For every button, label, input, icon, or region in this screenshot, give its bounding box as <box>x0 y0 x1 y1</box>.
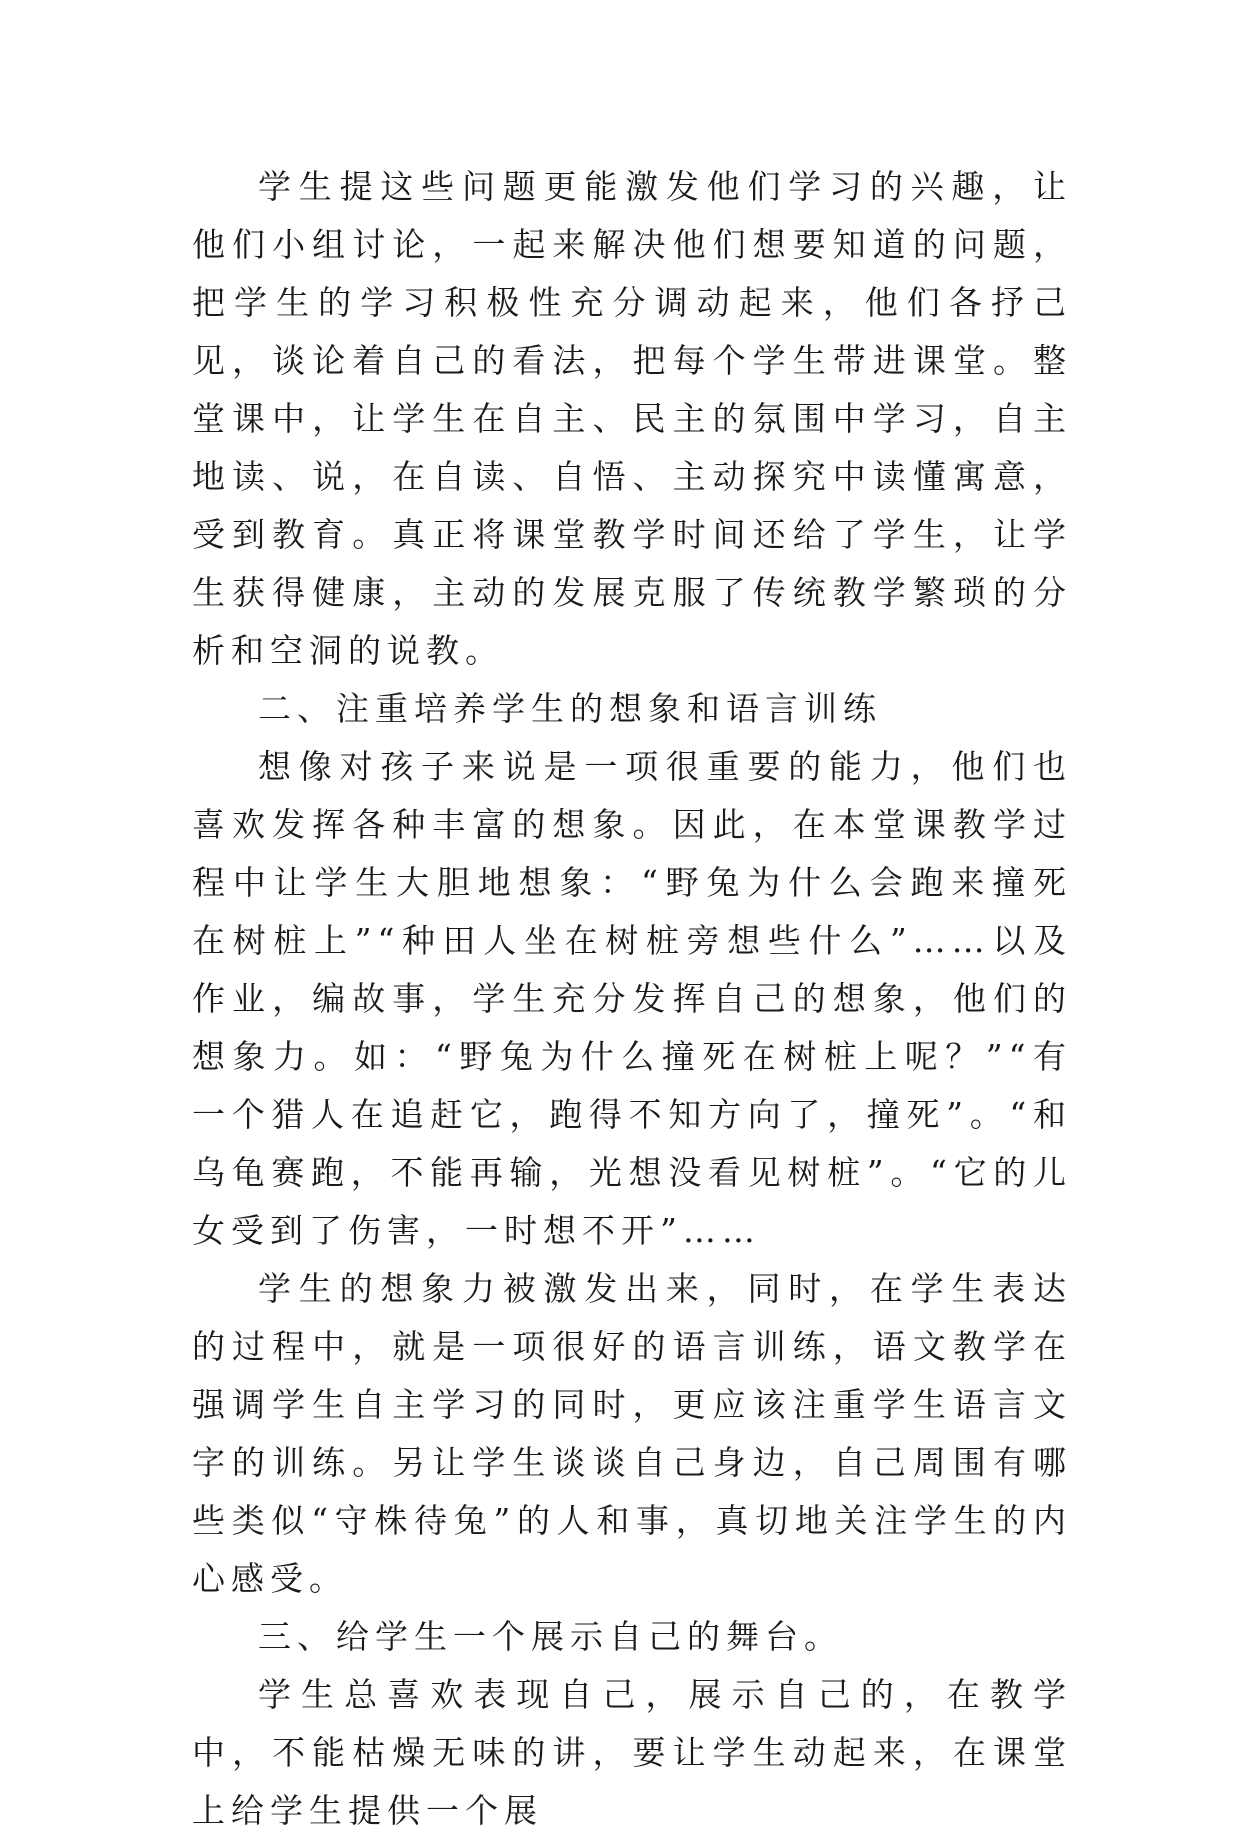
document-body <box>192 158 1072 1840</box>
section-heading-3: 三、给学生一个展示自己的舞台。 <box>258 1617 843 1656</box>
section-heading-2: 二、注重培养学生的想象和语言训练 <box>258 689 882 728</box>
paragraph-3: 学生的想象力被激发出来，同时，在学生表达的过程中，就是一项很好的语言训练，语文教学在强调学生自主学习的同时，更应该注重学生语言文字的训练。另让学生谈谈自己身边，自己周围有哪些类似“守株待兔”的人和事，真切地关注学生的内心感受。 <box>192 1269 1072 1598</box>
paragraph-4: 学生总喜欢表现自己，展示自己的，在教学中，不能枯燥无味的讲，要让学生动起来，在课堂上给学生提供一个展 <box>192 1675 1072 1830</box>
paragraph-2: 想像对孩子来说是一项很重要的能力，他们也喜欢发挥各种丰富的想象。因此，在本堂课教学过程中让学生大胆地想象：“野兔为什么会跑来撞死在树桩上”“种田人坐在树桩旁想些什么”……以及作业，编故事，学生充分发挥自己的想象，他们的想象力。如：“野兔为什么撞死在树桩上呢？”“有一个猎人在追赶它，跑得不知方向了，撞死”。“和乌龟赛跑，不能再输，光想没看见树桩”。“它的儿女受到了伤害，一时想不开”…… <box>192 747 1072 1250</box>
paragraph-1: 学生提这些问题更能激发他们学习的兴趣，让他们小组讨论，一起来解决他们想要知道的问题，把学生的学习积极性充分调动起来，他们各抒己见，谈论着自己的看法，把每个学生带进课堂。整堂课中，让学生在自主、民主的氛围中学习，自主地读、说，在自读、自悟、主动探究中读懂寓意，受到教育。真正将课堂教学时间还给了学生，让学生获得健康，主动的发展克服了传统教学繁琐的分析和空洞的说教。 <box>192 167 1072 670</box>
